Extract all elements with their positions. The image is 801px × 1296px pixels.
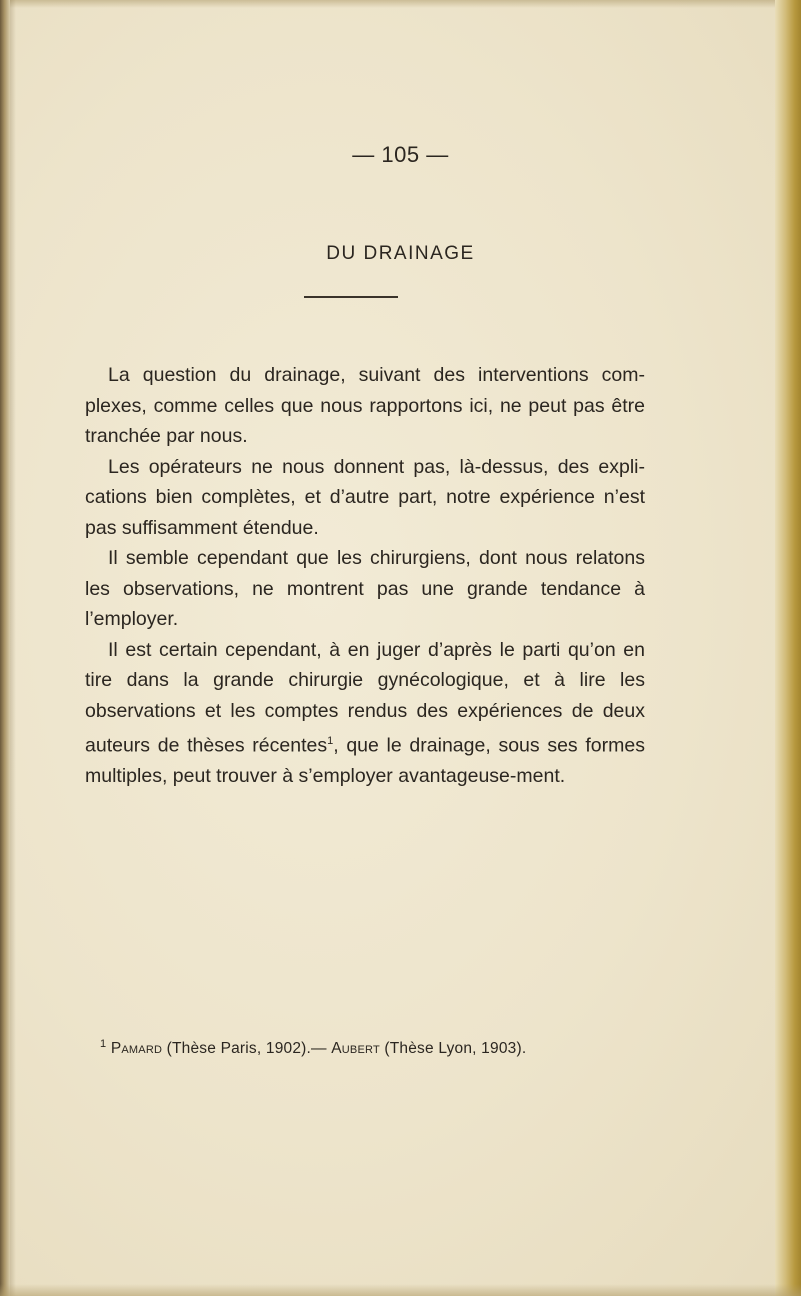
footnote <box>100 1038 660 1058</box>
page-right-edge <box>775 0 801 1296</box>
footnote-mark: 1 <box>100 1038 107 1050</box>
page-top-edge <box>0 0 801 8</box>
paragraph-4 <box>85 635 645 792</box>
body-text <box>85 360 645 792</box>
paragraph-4-text-b: , que le drainage, sous ses formes multiples, peut trouver à s’employer avantageuse-ment. <box>85 734 645 787</box>
page-left-shadow <box>10 0 16 1296</box>
paragraph-3: Il semble cependant que les chirurgiens, dont nous relatons les observations, ne montrent pas une grande tendance à l’employer. <box>85 547 645 630</box>
page-left-edge <box>0 0 10 1296</box>
paragraph-4-text-a: Il est certain cependant, à en juger d’après le parti qu’on en tire dans la grande chirurgie gynécologique, et à lire les observations et les comptes rendus des expériences de deux auteurs de thèses récentes <box>85 638 645 757</box>
footnote-author-1: Pamard <box>110 1040 163 1058</box>
footnote-reference: 1 <box>327 735 334 747</box>
footnote-author-2: Aubert <box>331 1040 380 1058</box>
page-bottom-edge <box>0 1284 801 1296</box>
paragraph-2: Les opérateurs ne nous donnent pas, là-dessus, des expli-cations bien complètes, et d’autre part, notre expérience n’est pas suffisamment étendue. <box>85 455 645 539</box>
section-title: DU DRAINAGE <box>326 243 475 264</box>
paragraph-1: La question du drainage, suivant des interventions com-plexes, comme celles que nous rapportons ici, ne peut pas être tranchée par nous. <box>85 364 645 447</box>
footnote-ref-2: (Thèse Lyon, 1903). <box>379 1040 527 1058</box>
title-rule <box>304 296 398 298</box>
footnote-ref-1: (Thèse Paris, 1902).— <box>162 1040 332 1058</box>
page-number: — 105 — <box>352 142 449 167</box>
